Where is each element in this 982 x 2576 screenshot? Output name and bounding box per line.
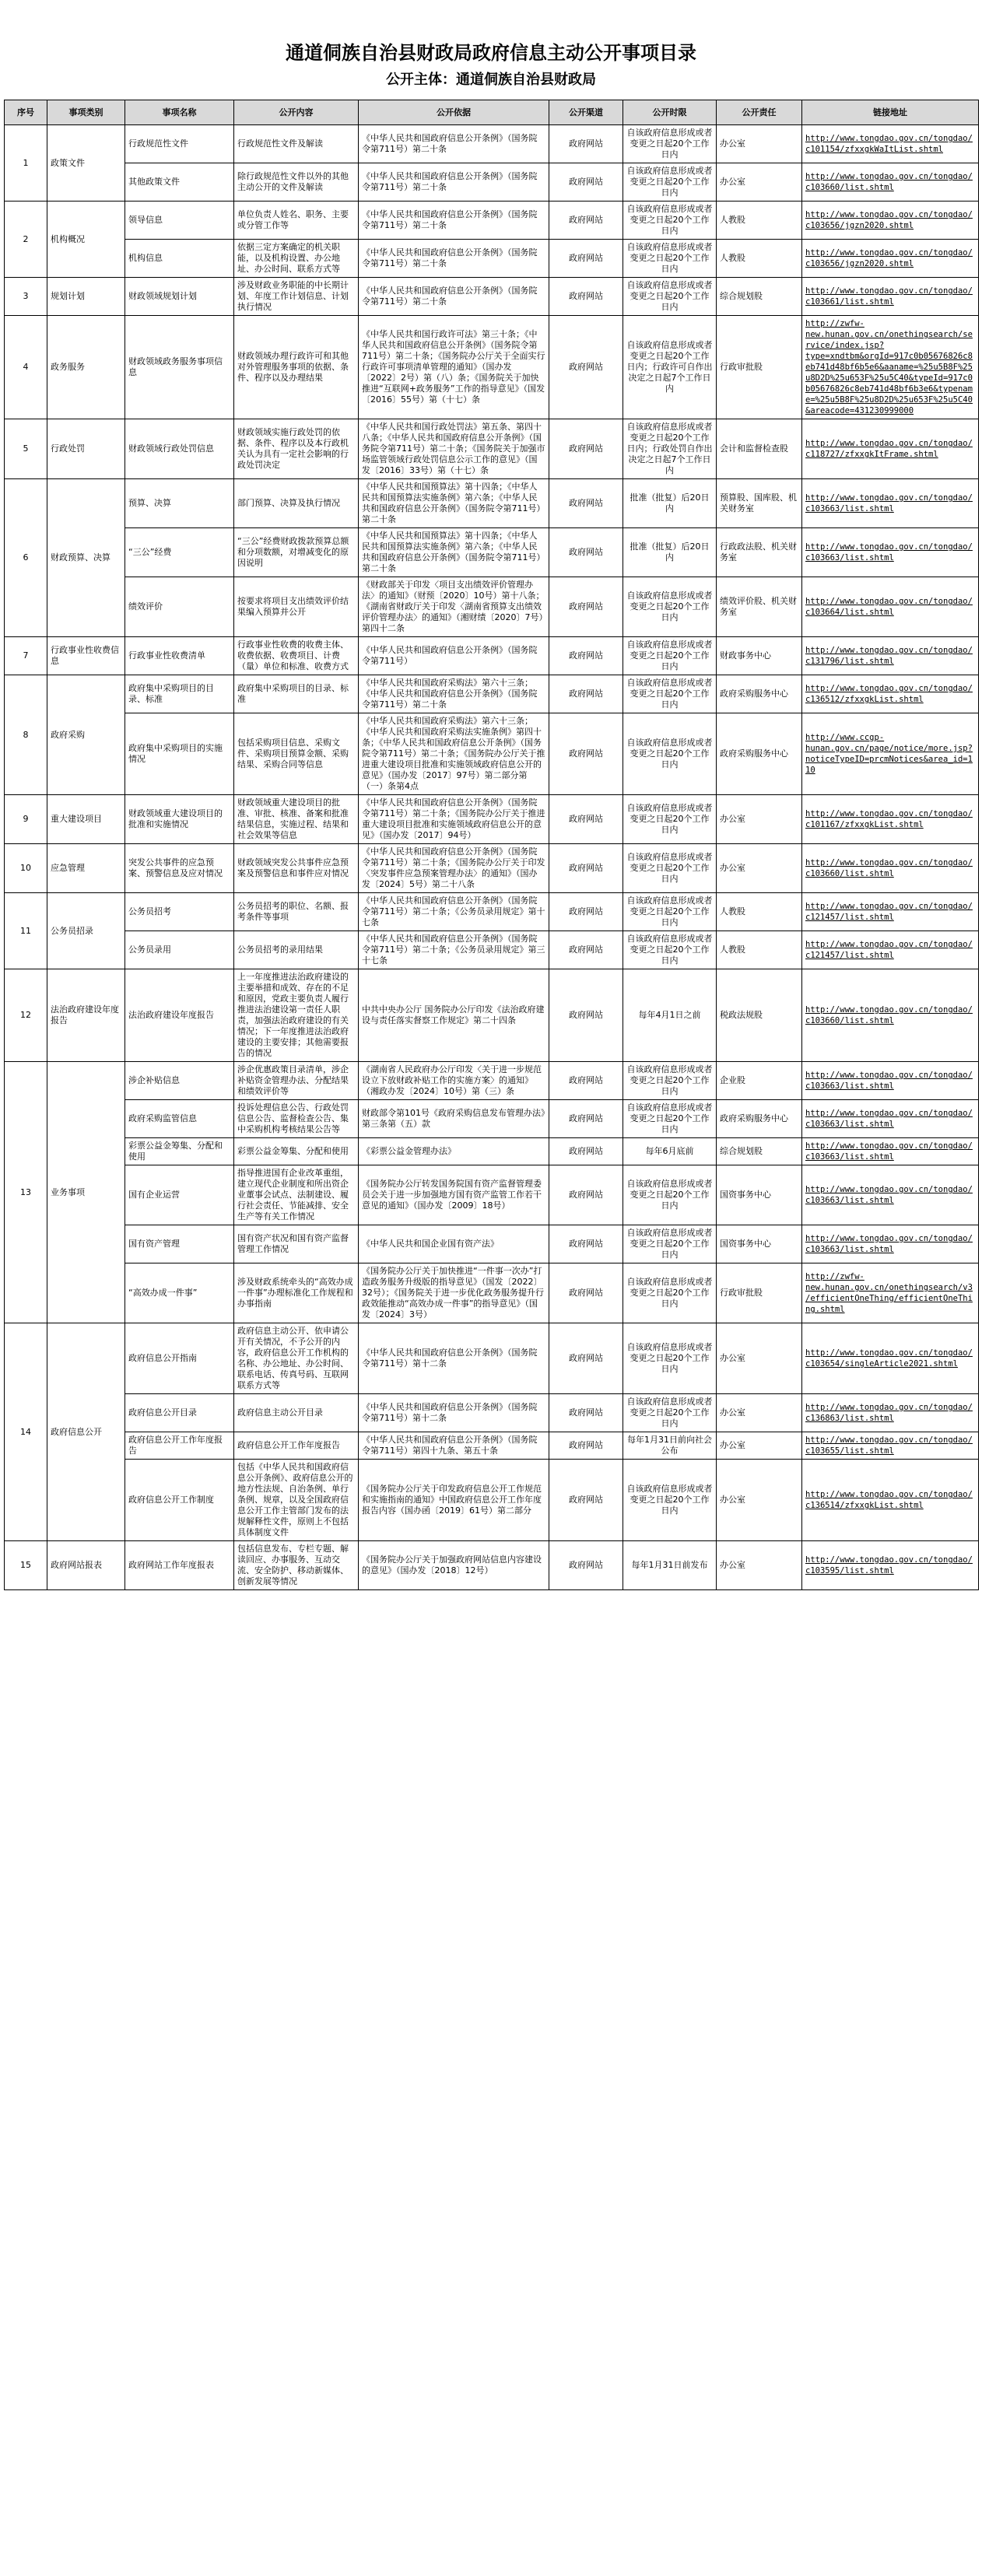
item-name-cell: 绩效评价 bbox=[125, 577, 234, 637]
item-name-cell: “三公”经费 bbox=[125, 528, 234, 577]
responsibility-cell: 办公室 bbox=[717, 1460, 802, 1541]
responsibility-cell: 行政政法股、机关财务室 bbox=[717, 528, 802, 577]
time-limit-cell: 每年4月1日之前 bbox=[623, 969, 717, 1062]
table-row bbox=[5, 1323, 979, 1394]
serial-cell: 6 bbox=[5, 479, 47, 637]
table-row bbox=[5, 675, 979, 713]
serial-cell: 8 bbox=[5, 675, 47, 795]
table-row bbox=[5, 278, 979, 316]
basis-cell: 《中华人民共和国行政处罚法》第五条、第四十八条；《中华人民共和国政府信息公开条例》（国务院令第711号）第二十条；《国务院关于加强市场监管领域行政处罚信息公示工作的意见》（国发〔2016〕33号）第（十七）条 bbox=[359, 419, 549, 479]
link-cell[interactable]: http://www.tongdao.gov.cn/tongdao/c103663/list.shtml bbox=[802, 1100, 979, 1138]
basis-cell: 《国务院办公厅关于加快推进“一件事一次办”打造政务服务升级版的指导意见》（国发〔2022〕32号）；《国务院关于进一步优化政务服务提升行政效能推动“高效办成一件事”的指导意见》（国发〔2024〕3号） bbox=[359, 1263, 549, 1323]
time-limit-cell: 每年1月31日前发布 bbox=[623, 1541, 717, 1590]
time-limit-cell: 自该政府信息形成或者变更之日起20个工作日内 bbox=[623, 844, 717, 893]
link-cell[interactable]: http://www.tongdao.gov.cn/tongdao/c136512/zfxxgkList.shtml bbox=[802, 675, 979, 713]
category-cell: 公务员招录 bbox=[47, 893, 125, 969]
category-cell: 财政预算、决算 bbox=[47, 479, 125, 637]
item-name-cell: 财政领域规划计划 bbox=[125, 278, 234, 316]
basis-cell: 《中华人民共和国政府信息公开条例》（国务院令第711号）第四十九条、第五十条 bbox=[359, 1432, 549, 1460]
basis-cell: 财政部令第101号《政府采购信息发布管理办法》第三条第（五）款 bbox=[359, 1100, 549, 1138]
channel-cell: 政府网站 bbox=[549, 1323, 623, 1394]
table-row bbox=[5, 1460, 979, 1541]
item-name-cell: 政府信息公开指南 bbox=[125, 1323, 234, 1394]
item-name-cell: 法治政府建设年度报告 bbox=[125, 969, 234, 1062]
link-cell[interactable]: http://www.tongdao.gov.cn/tongdao/c103663/list.shtml bbox=[802, 479, 979, 528]
time-limit-cell: 自该政府信息形成或者变更之日起20个工作日内 bbox=[623, 577, 717, 637]
basis-cell: 《中华人民共和国企业国有资产法》 bbox=[359, 1225, 549, 1263]
header-cell: 公开内容 bbox=[234, 100, 359, 125]
channel-cell: 政府网站 bbox=[549, 1165, 623, 1225]
content-cell: 财政领域办理行政许可和其他对外管理服务事项的依据、条件、程序以及办理结果 bbox=[234, 316, 359, 419]
item-name-cell: 政府集中采购项目的实施情况 bbox=[125, 713, 234, 795]
link-cell[interactable]: http://www.tongdao.gov.cn/tongdao/c121457/list.shtml bbox=[802, 931, 979, 969]
link-cell[interactable]: http://www.tongdao.gov.cn/tongdao/c103663/list.shtml bbox=[802, 528, 979, 577]
item-name-cell: 政府网站工作年度报表 bbox=[125, 1541, 234, 1590]
responsibility-cell: 人教股 bbox=[717, 931, 802, 969]
header-cell: 链接地址 bbox=[802, 100, 979, 125]
content-cell: 公务员招考的录用结果 bbox=[234, 931, 359, 969]
table-row bbox=[5, 1225, 979, 1263]
category-cell: 法治政府建设年度报告 bbox=[47, 969, 125, 1062]
content-cell: 按要求将项目支出绩效评价结果编入预算并公开 bbox=[234, 577, 359, 637]
serial-cell: 10 bbox=[5, 844, 47, 893]
content-cell: 政府信息主动公开、依申请公开有关情况，不予公开的内容，政府信息公开工作机构的名称、办公地址、办公时间、联系电话、传真号码、互联网联系方式等 bbox=[234, 1323, 359, 1394]
content-cell: 投诉处理信息公告、行政处罚信息公告、监督检查公告、集中采购机构考核结果公告等 bbox=[234, 1100, 359, 1138]
link-cell[interactable]: http://www.tongdao.gov.cn/tongdao/c121457/list.shtml bbox=[802, 893, 979, 931]
category-cell: 行政事业性收费信息 bbox=[47, 637, 125, 675]
item-name-cell: 财政领域重大建设项目的批准和实施情况 bbox=[125, 795, 234, 844]
responsibility-cell: 财政事务中心 bbox=[717, 637, 802, 675]
channel-cell: 政府网站 bbox=[549, 1138, 623, 1165]
category-cell: 应急管理 bbox=[47, 844, 125, 893]
category-cell: 行政处罚 bbox=[47, 419, 125, 479]
time-limit-cell: 自该政府信息形成或者变更之日起20个工作日内 bbox=[623, 1100, 717, 1138]
table-row bbox=[5, 419, 979, 479]
time-limit-cell: 自该政府信息形成或者变更之日起20个工作日内 bbox=[623, 163, 717, 202]
table-row bbox=[5, 479, 979, 528]
link-cell[interactable]: http://www.tongdao.gov.cn/tongdao/c131796/list.shtml bbox=[802, 637, 979, 675]
channel-cell: 政府网站 bbox=[549, 675, 623, 713]
content-cell: 国有资产状况和国有资产监督管理工作情况 bbox=[234, 1225, 359, 1263]
responsibility-cell: 行政审批股 bbox=[717, 1263, 802, 1323]
basis-cell: 《中华人民共和国政府信息公开条例》（国务院令第711号）第二十条 bbox=[359, 202, 549, 240]
content-cell: “三公”经费财政拨款预算总额和分项数额，对增减变化的原因说明 bbox=[234, 528, 359, 577]
time-limit-cell: 自该政府信息形成或者变更之日起20个工作日内 bbox=[623, 893, 717, 931]
content-cell: 政府信息公开工作年度报告 bbox=[234, 1432, 359, 1460]
basis-cell: 《彩票公益金管理办法》 bbox=[359, 1138, 549, 1165]
item-name-cell: 领导信息 bbox=[125, 202, 234, 240]
time-limit-cell: 自该政府信息形成或者变更之日起20个工作日内 bbox=[623, 675, 717, 713]
time-limit-cell: 自该政府信息形成或者变更之日起20个工作日内 bbox=[623, 278, 717, 316]
table-row bbox=[5, 1541, 979, 1590]
table-row bbox=[5, 931, 979, 969]
serial-cell: 14 bbox=[5, 1323, 47, 1541]
responsibility-cell: 综合规划股 bbox=[717, 278, 802, 316]
content-cell: 财政领域重大建设项目的批准、审批、核准、备案和批准结果信息，实施过程、结果和社会效果等信息 bbox=[234, 795, 359, 844]
catalog-table bbox=[4, 100, 979, 1590]
channel-cell: 政府网站 bbox=[549, 202, 623, 240]
channel-cell: 政府网站 bbox=[549, 931, 623, 969]
basis-cell: 《国务院办公厅关于印发政府信息公开工作规范和实施指南的通知》中国政府信息公开工作年度报告内容（国办函〔2019〕61号）第二部分 bbox=[359, 1460, 549, 1541]
link-cell[interactable]: http://www.tongdao.gov.cn/tongdao/c103663/list.shtml bbox=[802, 1062, 979, 1100]
basis-cell: 《财政部关于印发〈项目支出绩效评价管理办法〉的通知》（财预〔2020〕10号）第十八条；《湖南省财政厅关于印发〈湖南省预算支出绩效评价管理办法〉的通知》（湘财绩〔2020〕7号）第四十二条 bbox=[359, 577, 549, 637]
table-row bbox=[5, 637, 979, 675]
time-limit-cell: 自该政府信息形成或者变更之日起20个工作日内 bbox=[623, 125, 717, 163]
responsibility-cell: 综合规划股 bbox=[717, 1138, 802, 1165]
responsibility-cell: 预算股、国库股、机关财务室 bbox=[717, 479, 802, 528]
table-row bbox=[5, 844, 979, 893]
content-cell: 上一年度推进法治政府建设的主要举措和成效、存在的不足和原因，党政主要负责人履行推进法治建设第一责任人职责，加强法治政府建设的有关情况；下一年度推进法治政府建设的主要安排；其他需要报告的情况 bbox=[234, 969, 359, 1062]
category-cell: 重大建设项目 bbox=[47, 795, 125, 844]
time-limit-cell: 自该政府信息形成或者变更之日起20个工作日内 bbox=[623, 1165, 717, 1225]
header-cell: 公开责任 bbox=[717, 100, 802, 125]
responsibility-cell: 办公室 bbox=[717, 163, 802, 202]
header-cell: 公开渠道 bbox=[549, 100, 623, 125]
item-name-cell: “高效办成一件事” bbox=[125, 1263, 234, 1323]
link-cell[interactable]: http://www.tongdao.gov.cn/tongdao/c103663/list.shtml bbox=[802, 1138, 979, 1165]
responsibility-cell: 绩效评价股、机关财务室 bbox=[717, 577, 802, 637]
header-cell: 序号 bbox=[5, 100, 47, 125]
table-row bbox=[5, 1394, 979, 1432]
content-cell: 政府集中采购项目的目录、标准 bbox=[234, 675, 359, 713]
basis-cell: 《中华人民共和国政府采购法》第六十三条；《中华人民共和国政府采购法实施条例》第四十条；《中华人民共和国政府信息公开条例》（国务院令第711号）第二十条；《国务院办公厅关于推进重大建设项目批准和实施领域政府信息公开的意见》（国办发〔2017〕97号）第二部分第（一）条第4点 bbox=[359, 713, 549, 795]
content-cell: 包括采购项目信息、采购文件、采购项目预算金额、采购结果、采购合同等信息 bbox=[234, 713, 359, 795]
basis-cell: 《中华人民共和国行政许可法》第三十条；《中华人民共和国政府信息公开条例》（国务院令第711号）第二十条；《国务院办公厅关于全面实行行政许可事项清单管理的通知》（国办发〔2022〕2号）第（八）条；《国务院关于加快推进“互联网+政务服务”工作的指导意见》（国发〔2016〕55号）第（十七）条 bbox=[359, 316, 549, 419]
serial-cell: 11 bbox=[5, 893, 47, 969]
item-name-cell: 政府采购监管信息 bbox=[125, 1100, 234, 1138]
link-cell[interactable]: http://www.tongdao.gov.cn/tongdao/c136863/list.shtml bbox=[802, 1394, 979, 1432]
basis-cell: 中共中央办公厅 国务院办公厅印发《法治政府建设与责任落实督察工作规定》第二十四条 bbox=[359, 969, 549, 1062]
time-limit-cell: 自该政府信息形成或者变更之日起20个工作日内 bbox=[623, 202, 717, 240]
item-name-cell: 政府信息公开工作年度报告 bbox=[125, 1432, 234, 1460]
item-name-cell: 彩票公益金筹集、分配和使用 bbox=[125, 1138, 234, 1165]
item-name-cell: 行政规范性文件 bbox=[125, 125, 234, 163]
content-cell: 行政规范性文件及解读 bbox=[234, 125, 359, 163]
time-limit-cell: 每年6月底前 bbox=[623, 1138, 717, 1165]
time-limit-cell: 自该政府信息形成或者变更之日起20个工作日内 bbox=[623, 713, 717, 795]
link-cell[interactable]: http://www.tongdao.gov.cn/tongdao/c103660/list.shtml bbox=[802, 163, 979, 202]
serial-cell: 12 bbox=[5, 969, 47, 1062]
link-cell[interactable]: http://www.tongdao.gov.cn/tongdao/c103654/singleArticle2021.shtml bbox=[802, 1323, 979, 1394]
basis-cell: 《中华人民共和国政府信息公开条例》（国务院令第711号）第二十条 bbox=[359, 240, 549, 278]
header-cell: 事项类别 bbox=[47, 100, 125, 125]
header-cell: 公开依据 bbox=[359, 100, 549, 125]
link-cell[interactable]: http://www.tongdao.gov.cn/tongdao/c118727/zfxxgkItFrame.shtml bbox=[802, 419, 979, 479]
time-limit-cell: 自该政府信息形成或者变更之日起20个工作日内 bbox=[623, 1323, 717, 1394]
time-limit-cell: 自该政府信息形成或者变更之日起20个工作日内 bbox=[623, 637, 717, 675]
item-name-cell: 政府信息公开工作制度 bbox=[125, 1460, 234, 1541]
item-name-cell: 国有资产管理 bbox=[125, 1225, 234, 1263]
content-cell: 财政领域实施行政处罚的依据、条件、程序以及本行政机关认为具有一定社会影响的行政处罚决定 bbox=[234, 419, 359, 479]
basis-cell: 《中华人民共和国政府信息公开条例》（国务院令第711号）第二十条 bbox=[359, 278, 549, 316]
time-limit-cell: 自该政府信息形成或者变更之日起20个工作日内 bbox=[623, 240, 717, 278]
item-name-cell: 行政事业性收费清单 bbox=[125, 637, 234, 675]
content-cell: 政府信息主动公开目录 bbox=[234, 1394, 359, 1432]
time-limit-cell: 自该政府信息形成或者变更之日起20个工作日内；行政处罚自作出决定之日起7个工作日内 bbox=[623, 419, 717, 479]
basis-cell: 《中华人民共和国政府信息公开条例》（国务院令第711号） bbox=[359, 637, 549, 675]
table-row bbox=[5, 202, 979, 240]
responsibility-cell: 办公室 bbox=[717, 1323, 802, 1394]
channel-cell: 政府网站 bbox=[549, 163, 623, 202]
serial-cell: 5 bbox=[5, 419, 47, 479]
content-cell: 除行政规范性文件以外的其他主动公开的文件及解读 bbox=[234, 163, 359, 202]
channel-cell: 政府网站 bbox=[549, 419, 623, 479]
responsibility-cell: 政府采购服务中心 bbox=[717, 675, 802, 713]
link-cell[interactable]: http://www.tongdao.gov.cn/tongdao/c101154/zfxxgkWaItList.shtml bbox=[802, 125, 979, 163]
link-cell[interactable]: http://www.tongdao.gov.cn/tongdao/c103664/list.shtml bbox=[802, 577, 979, 637]
table-header-row bbox=[5, 100, 979, 125]
content-cell: 财政领域突发公共事件应急预案及预警信息和事件应对情况 bbox=[234, 844, 359, 893]
channel-cell: 政府网站 bbox=[549, 1062, 623, 1100]
category-cell: 政府采购 bbox=[47, 675, 125, 795]
category-cell: 业务事项 bbox=[47, 1062, 125, 1323]
time-limit-cell: 每年1月31日前向社会公布 bbox=[623, 1432, 717, 1460]
table-row bbox=[5, 163, 979, 202]
link-cell[interactable]: http://www.tongdao.gov.cn/tongdao/c103663/list.shtml bbox=[802, 1165, 979, 1225]
basis-cell: 《湖南省人民政府办公厅印发〈关于进一步规范设立下放财政补贴工作的实施方案〉的通知》（湘政办发〔2024〕10号）第（三）条 bbox=[359, 1062, 549, 1100]
item-name-cell: 公务员招考 bbox=[125, 893, 234, 931]
link-cell[interactable]: http://www.tongdao.gov.cn/tongdao/c103595/list.shtml bbox=[802, 1541, 979, 1590]
channel-cell: 政府网站 bbox=[549, 844, 623, 893]
item-name-cell: 突发公共事件的应急预案、预警信息及应对情况 bbox=[125, 844, 234, 893]
item-name-cell: 公务员录用 bbox=[125, 931, 234, 969]
link-cell[interactable]: http://www.tongdao.gov.cn/tongdao/c103656/jgzn2020.shtml bbox=[802, 240, 979, 278]
channel-cell: 政府网站 bbox=[549, 1394, 623, 1432]
time-limit-cell: 自该政府信息形成或者变更之日起20个工作日内 bbox=[623, 1263, 717, 1323]
link-cell[interactable]: http://www.tongdao.gov.cn/tongdao/c103663/list.shtml bbox=[802, 1225, 979, 1263]
responsibility-cell: 税政法规股 bbox=[717, 969, 802, 1062]
serial-cell: 9 bbox=[5, 795, 47, 844]
serial-cell: 1 bbox=[5, 125, 47, 202]
basis-cell: 《中华人民共和国政府信息公开条例》（国务院令第711号）第二十条；《公务员录用规定》第三十七条 bbox=[359, 931, 549, 969]
content-cell: 涉企优惠政策目录清单，涉企补贴资金管理办法、分配结果和绩效评价等 bbox=[234, 1062, 359, 1100]
link-cell[interactable]: http://www.tongdao.gov.cn/tongdao/c103656/jgzn2020.shtml bbox=[802, 202, 979, 240]
link-cell[interactable]: http://www.tongdao.gov.cn/tongdao/c101167/zfxxgkList.shtml bbox=[802, 795, 979, 844]
channel-cell: 政府网站 bbox=[549, 1541, 623, 1590]
content-cell: 涉及财政系统牵头的“高效办成一件事”办理标准化工作规程和办事指南 bbox=[234, 1263, 359, 1323]
basis-cell: 《中华人民共和国政府信息公开条例》（国务院令第711号）第十二条 bbox=[359, 1394, 549, 1432]
channel-cell: 政府网站 bbox=[549, 1432, 623, 1460]
basis-cell: 《中华人民共和国政府信息公开条例》（国务院令第711号）第十二条 bbox=[359, 1323, 549, 1394]
responsibility-cell: 政府采购服务中心 bbox=[717, 713, 802, 795]
content-cell: 行政事业性收费的收费主体、收费依据、收费项目、计费（量）单位和标准、收费方式 bbox=[234, 637, 359, 675]
content-cell: 包括信息发布、专栏专题、解读回应、办事服务、互动交流、安全防护、移动新媒体、创新发展等情况 bbox=[234, 1541, 359, 1590]
table-row bbox=[5, 125, 979, 163]
table-row bbox=[5, 893, 979, 931]
responsibility-cell: 办公室 bbox=[717, 1541, 802, 1590]
table-row bbox=[5, 1062, 979, 1100]
responsibility-cell: 企业股 bbox=[717, 1062, 802, 1100]
basis-cell: 《中华人民共和国政府信息公开条例》（国务院令第711号）第二十条；《国务院办公厅关于推进重大建设项目批准和实施领域政府信息公开的意见》（国办发〔2017〕94号） bbox=[359, 795, 549, 844]
responsibility-cell: 会计和监督检查股 bbox=[717, 419, 802, 479]
table-row bbox=[5, 969, 979, 1062]
table-row bbox=[5, 1100, 979, 1138]
category-cell: 政府网站报表 bbox=[47, 1541, 125, 1590]
time-limit-cell: 自该政府信息形成或者变更之日起20个工作日内 bbox=[623, 931, 717, 969]
channel-cell: 政府网站 bbox=[549, 893, 623, 931]
serial-cell: 4 bbox=[5, 316, 47, 419]
serial-cell: 3 bbox=[5, 278, 47, 316]
time-limit-cell: 自该政府信息形成或者变更之日起20个工作日内；行政许可自作出决定之日起7个工作日内 bbox=[623, 316, 717, 419]
table-row bbox=[5, 1432, 979, 1460]
content-cell: 单位负责人姓名、职务、主要或分管工作等 bbox=[234, 202, 359, 240]
table-row bbox=[5, 316, 979, 419]
channel-cell: 政府网站 bbox=[549, 1263, 623, 1323]
table-body bbox=[5, 125, 979, 1590]
item-name-cell: 政府信息公开目录 bbox=[125, 1394, 234, 1432]
channel-cell: 政府网站 bbox=[549, 479, 623, 528]
channel-cell: 政府网站 bbox=[549, 316, 623, 419]
basis-cell: 《中华人民共和国政府信息公开条例》（国务院令第711号）第二十条 bbox=[359, 125, 549, 163]
content-cell: 涉及财政业务职能的中长期计划、年度工作计划信息、计划执行情况 bbox=[234, 278, 359, 316]
responsibility-cell: 人教股 bbox=[717, 893, 802, 931]
header-cell: 公开时限 bbox=[623, 100, 717, 125]
responsibility-cell: 人教股 bbox=[717, 202, 802, 240]
table-row bbox=[5, 1165, 979, 1225]
time-limit-cell: 批准（批复）后20日内 bbox=[623, 528, 717, 577]
basis-cell: 《中华人民共和国预算法》第十四条；《中华人民共和国预算法实施条例》第六条；《中华人民共和国政府信息公开条例》（国务院令第711号）第二十条 bbox=[359, 479, 549, 528]
category-cell: 政府信息公开 bbox=[47, 1323, 125, 1541]
item-name-cell: 预算、决算 bbox=[125, 479, 234, 528]
serial-cell: 13 bbox=[5, 1062, 47, 1323]
serial-cell: 15 bbox=[5, 1541, 47, 1590]
responsibility-cell: 行政审批股 bbox=[717, 316, 802, 419]
basis-cell: 《中华人民共和国政府采购法》第六十三条；《中华人民共和国政府信息公开条例》（国务院令第711号）第二十条 bbox=[359, 675, 549, 713]
channel-cell: 政府网站 bbox=[549, 1225, 623, 1263]
page-subtitle: 公开主体：通道侗族自治县财政局 bbox=[386, 72, 596, 88]
basis-cell: 《中华人民共和国政府信息公开条例》（国务院令第711号）第二十条；《国务院办公厅关于印发〈突发事件应急预案管理办法〉的通知》（国办发〔2024〕5号）第二十八条 bbox=[359, 844, 549, 893]
basis-cell: 《中华人民共和国政府信息公开条例》（国务院令第711号）第二十条 bbox=[359, 163, 549, 202]
time-limit-cell: 批准（批复）后20日内 bbox=[623, 479, 717, 528]
channel-cell: 政府网站 bbox=[549, 278, 623, 316]
category-cell: 机构概况 bbox=[47, 202, 125, 278]
responsibility-cell: 办公室 bbox=[717, 125, 802, 163]
serial-cell: 2 bbox=[5, 202, 47, 278]
item-name-cell: 机构信息 bbox=[125, 240, 234, 278]
item-name-cell: 财政领域行政处罚信息 bbox=[125, 419, 234, 479]
item-name-cell: 其他政策文件 bbox=[125, 163, 234, 202]
content-cell: 公务员招考的职位、名额、报考条件等事项 bbox=[234, 893, 359, 931]
channel-cell: 政府网站 bbox=[549, 795, 623, 844]
table-row bbox=[5, 528, 979, 577]
link-cell[interactable]: http://zwfw-new.hunan.gov.cn/onethingsearch/service/index.jsp?type=xndtbm&orgId=917c0b05676826c8eb741d48bf6b5e6&aaname=%25u5B8F%25u8D2D%25u653F%25u5C40&typeId=917c0b05676826c8eb741d48bf6b3e6&typename=%25u5B8F%25u8D2D%25u653F%25u5C40&areacode=431230999000 bbox=[802, 316, 979, 419]
responsibility-cell: 国资事务中心 bbox=[717, 1225, 802, 1263]
item-name-cell: 政府集中采购项目的目录、标准 bbox=[125, 675, 234, 713]
basis-cell: 《国务院办公厅转发国务院国有资产监督管理委员会关于进一步加强地方国有资产监管工作若干意见的通知》（国办发〔2009〕18号） bbox=[359, 1165, 549, 1225]
content-cell: 包括《中华人民共和国政府信息公开条例》、政府信息公开的地方性法规、自治条例、单行条例、规章，以及全国政府信息公开工作主管部门发布的法规解释性文件，原则上不包括具体制度文件 bbox=[234, 1460, 359, 1541]
table-row bbox=[5, 240, 979, 278]
channel-cell: 政府网站 bbox=[549, 1460, 623, 1541]
time-limit-cell: 自该政府信息形成或者变更之日起20个工作日内 bbox=[623, 1225, 717, 1263]
responsibility-cell: 国资事务中心 bbox=[717, 1165, 802, 1225]
table-row bbox=[5, 795, 979, 844]
time-limit-cell: 自该政府信息形成或者变更之日起20个工作日内 bbox=[623, 795, 717, 844]
item-name-cell: 财政领域政务服务事项信息 bbox=[125, 316, 234, 419]
header-cell: 事项名称 bbox=[125, 100, 234, 125]
item-name-cell: 涉企补贴信息 bbox=[125, 1062, 234, 1100]
responsibility-cell: 办公室 bbox=[717, 795, 802, 844]
time-limit-cell: 自该政府信息形成或者变更之日起20个工作日内 bbox=[623, 1394, 717, 1432]
channel-cell: 政府网站 bbox=[549, 969, 623, 1062]
channel-cell: 政府网站 bbox=[549, 637, 623, 675]
responsibility-cell: 办公室 bbox=[717, 1394, 802, 1432]
channel-cell: 政府网站 bbox=[549, 577, 623, 637]
content-cell: 彩票公益金筹集、分配和使用 bbox=[234, 1138, 359, 1165]
category-cell: 政策文件 bbox=[47, 125, 125, 202]
responsibility-cell: 政府采购服务中心 bbox=[717, 1100, 802, 1138]
time-limit-cell: 自该政府信息形成或者变更之日起20个工作日内 bbox=[623, 1460, 717, 1541]
channel-cell: 政府网站 bbox=[549, 125, 623, 163]
link-cell[interactable]: http://www.tongdao.gov.cn/tongdao/c103655/list.shtml bbox=[802, 1432, 979, 1460]
channel-cell: 政府网站 bbox=[549, 1100, 623, 1138]
table-row bbox=[5, 577, 979, 637]
basis-cell: 《中华人民共和国预算法》第十四条；《中华人民共和国预算法实施条例》第六条；《中华人民共和国政府信息公开条例》（国务院令第711号）第二十条 bbox=[359, 528, 549, 577]
content-cell: 部门预算、决算及执行情况 bbox=[234, 479, 359, 528]
link-cell[interactable]: http://www.tongdao.gov.cn/tongdao/c103660/list.shtml bbox=[802, 969, 979, 1062]
link-cell[interactable]: http://www.ccgp-hunan.gov.cn/page/notice/more.jsp?noticeTypeID=prcmNotices&area_id=110 bbox=[802, 713, 979, 795]
table-row bbox=[5, 1263, 979, 1323]
link-cell[interactable]: http://www.tongdao.gov.cn/tongdao/c136514/zfxxgkList.shtml bbox=[802, 1460, 979, 1541]
page-title: 通道侗族自治县财政局政府信息主动公开事项目录 bbox=[286, 41, 696, 64]
responsibility-cell: 办公室 bbox=[717, 1432, 802, 1460]
time-limit-cell: 自该政府信息形成或者变更之日起20个工作日内 bbox=[623, 1062, 717, 1100]
channel-cell: 政府网站 bbox=[549, 240, 623, 278]
table-row bbox=[5, 1138, 979, 1165]
table-row bbox=[5, 713, 979, 795]
responsibility-cell: 人教股 bbox=[717, 240, 802, 278]
link-cell[interactable]: http://zwfw-new.hunan.gov.cn/onethingsearch/v3/efficientOneThing/efficientOneThing.shtml bbox=[802, 1263, 979, 1323]
link-cell[interactable]: http://www.tongdao.gov.cn/tongdao/c103660/list.shtml bbox=[802, 844, 979, 893]
channel-cell: 政府网站 bbox=[549, 713, 623, 795]
category-cell: 政务服务 bbox=[47, 316, 125, 419]
item-name-cell: 国有企业运营 bbox=[125, 1165, 234, 1225]
basis-cell: 《中华人民共和国政府信息公开条例》（国务院令第711号）第二十条；《公务员录用规定》第十七条 bbox=[359, 893, 549, 931]
category-cell: 规划计划 bbox=[47, 278, 125, 316]
responsibility-cell: 办公室 bbox=[717, 844, 802, 893]
basis-cell: 《国务院办公厅关于加强政府网站信息内容建设的意见》（国办发〔2018〕12号） bbox=[359, 1541, 549, 1590]
content-cell: 指导推进国有企业改革重组，建立现代企业制度和所出资企业董事会试点、法制建设、履行社会责任、节能减排、安全生产等有关工作情况 bbox=[234, 1165, 359, 1225]
channel-cell: 政府网站 bbox=[549, 528, 623, 577]
content-cell: 依据三定方案确定的机关职能，以及机构设置、办公地址、办公时间、联系方式等 bbox=[234, 240, 359, 278]
serial-cell: 7 bbox=[5, 637, 47, 675]
link-cell[interactable]: http://www.tongdao.gov.cn/tongdao/c103661/list.shtml bbox=[802, 278, 979, 316]
